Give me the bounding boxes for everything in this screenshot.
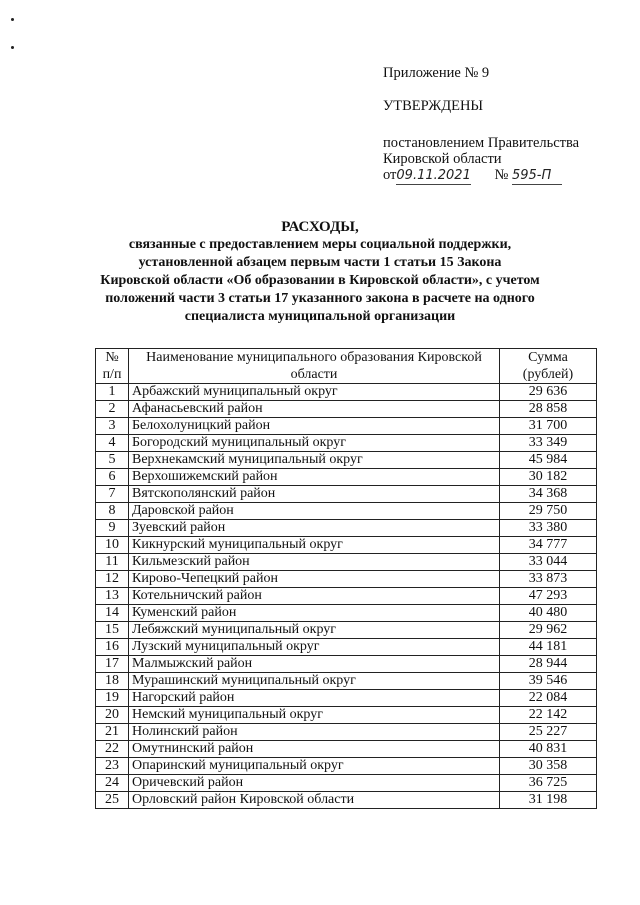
header-name-line-1: Наименование муниципального образования Кировской (146, 350, 482, 365)
row-sum: 22 084 (500, 690, 597, 707)
row-name: Арбажский муниципальный округ (129, 384, 500, 401)
date-prefix: от (383, 167, 397, 183)
scan-dot (11, 18, 14, 21)
table-header-row (96, 349, 597, 384)
row-sum: 44 181 (500, 639, 597, 656)
row-name: Куменский район (129, 605, 500, 622)
row-name: Верхнекамский муниципальный округ (129, 452, 500, 469)
row-name: Кирово-Чепецкий район (129, 571, 500, 588)
row-name: Белохолуницкий район (129, 418, 500, 435)
row-sum: 33 873 (500, 571, 597, 588)
handwritten-number: 595-П (512, 167, 562, 185)
row-name: Лузский муниципальный округ (129, 639, 500, 656)
table-row (96, 537, 597, 554)
row-sum: 29 750 (500, 503, 597, 520)
row-number: 9 (96, 520, 129, 537)
document-title (90, 218, 550, 326)
row-number: 10 (96, 537, 129, 554)
row-number: 8 (96, 503, 129, 520)
row-name: Даровской район (129, 503, 500, 520)
row-name: Богородский муниципальный округ (129, 435, 500, 452)
row-number: 21 (96, 724, 129, 741)
row-number: 18 (96, 673, 129, 690)
table-row (96, 639, 597, 656)
row-number: 3 (96, 418, 129, 435)
row-name: Немский муниципальный округ (129, 707, 500, 724)
row-name: Афанасьевский район (129, 401, 500, 418)
row-number: 23 (96, 758, 129, 775)
row-sum: 33 044 (500, 554, 597, 571)
row-number: 11 (96, 554, 129, 571)
row-name: Омутнинский район (129, 741, 500, 758)
number-prefix: № (494, 167, 509, 183)
title-line-4: Кировской области «Об образовании в Кировской области», с учетом (100, 273, 540, 288)
row-number: 4 (96, 435, 129, 452)
table-row (96, 554, 597, 571)
title-line-2: связанные с предоставлением меры социальной поддержки, (128, 237, 512, 252)
row-number: 17 (96, 656, 129, 673)
row-number: 5 (96, 452, 129, 469)
row-sum: 36 725 (500, 775, 597, 792)
title-line-6: специалиста муниципальной организации (184, 309, 456, 324)
row-number: 2 (96, 401, 129, 418)
row-sum: 39 546 (500, 673, 597, 690)
row-number: 19 (96, 690, 129, 707)
title-line-3: установленной абзацем первым части 1 статьи 15 Закона (138, 255, 502, 270)
row-sum: 33 380 (500, 520, 597, 537)
row-sum: 31 198 (500, 792, 597, 809)
row-sum: 47 293 (500, 588, 597, 605)
row-name: Опаринский муниципальный округ (129, 758, 500, 775)
row-sum: 34 368 (500, 486, 597, 503)
row-sum: 33 349 (500, 435, 597, 452)
header-name-line-2: области (290, 367, 338, 382)
table-row (96, 741, 597, 758)
table-row (96, 401, 597, 418)
table-row (96, 503, 597, 520)
row-number: 7 (96, 486, 129, 503)
resolution-date-line (383, 167, 562, 185)
row-name: Нагорский район (129, 690, 500, 707)
table-row (96, 588, 597, 605)
row-name: Оричевский район (129, 775, 500, 792)
header-sum-line-2: (рублей) (522, 367, 574, 382)
table-row (96, 571, 597, 588)
table-row (96, 673, 597, 690)
row-sum: 29 962 (500, 622, 597, 639)
header-sum-line-1: Сумма (528, 350, 568, 365)
header-name (129, 349, 500, 384)
row-number: 22 (96, 741, 129, 758)
row-number: 15 (96, 622, 129, 639)
row-name: Лебяжский муниципальный округ (129, 622, 500, 639)
table-row (96, 469, 597, 486)
row-name: Орловский район Кировской области (129, 792, 500, 809)
row-number: 16 (96, 639, 129, 656)
row-number: 20 (96, 707, 129, 724)
row-number: 6 (96, 469, 129, 486)
row-number: 25 (96, 792, 129, 809)
table-row (96, 435, 597, 452)
table-row (96, 622, 597, 639)
header-sum (500, 349, 597, 384)
appendix-label: Приложение № 9 (383, 65, 490, 81)
row-number: 14 (96, 605, 129, 622)
row-number: 12 (96, 571, 129, 588)
table-row (96, 690, 597, 707)
row-name: Кикнурский муниципальный округ (129, 537, 500, 554)
row-sum: 22 142 (500, 707, 597, 724)
scan-dot (11, 46, 14, 49)
table-row (96, 384, 597, 401)
header-num-line-2: п/п (102, 367, 122, 382)
header-num (96, 349, 129, 384)
resolution-line-2: Кировской области (383, 151, 502, 167)
table-row (96, 724, 597, 741)
row-sum: 31 700 (500, 418, 597, 435)
table-row (96, 707, 597, 724)
row-name: Нолинский район (129, 724, 500, 741)
table-row (96, 605, 597, 622)
table-row (96, 775, 597, 792)
row-sum: 45 984 (500, 452, 597, 469)
row-sum: 34 777 (500, 537, 597, 554)
table-row (96, 486, 597, 503)
row-name: Вятскополянский район (129, 486, 500, 503)
row-sum: 30 182 (500, 469, 597, 486)
header-num-line-1: № (105, 350, 119, 365)
row-name: Верхошижемский район (129, 469, 500, 486)
approved-label: УТВЕРЖДЕНЫ (383, 98, 484, 114)
title-line-1: РАСХОДЫ, (281, 219, 359, 235)
table-row (96, 792, 597, 809)
row-sum: 25 227 (500, 724, 597, 741)
handwritten-date: 09.11.2021 (396, 168, 471, 183)
row-sum: 28 944 (500, 656, 597, 673)
table-row (96, 520, 597, 537)
table-row (96, 758, 597, 775)
row-name: Кильмезский район (129, 554, 500, 571)
row-number: 1 (96, 384, 129, 401)
expenses-table (95, 348, 597, 809)
row-name: Котельничский район (129, 588, 500, 605)
row-name: Зуевский район (129, 520, 500, 537)
table-row (96, 656, 597, 673)
row-sum: 30 358 (500, 758, 597, 775)
table-row (96, 418, 597, 435)
row-name: Мурашинский муниципальный округ (129, 673, 500, 690)
row-name: Малмыжский район (129, 656, 500, 673)
resolution-line-1: постановлением Правительства (383, 135, 580, 151)
row-sum: 40 831 (500, 741, 597, 758)
row-sum: 29 636 (500, 384, 597, 401)
table-row (96, 452, 597, 469)
row-sum: 28 858 (500, 401, 597, 418)
row-number: 13 (96, 588, 129, 605)
row-number: 24 (96, 775, 129, 792)
row-sum: 40 480 (500, 605, 597, 622)
title-line-5: положений части 3 статьи 17 указанного закона в расчете на одного (105, 291, 535, 306)
